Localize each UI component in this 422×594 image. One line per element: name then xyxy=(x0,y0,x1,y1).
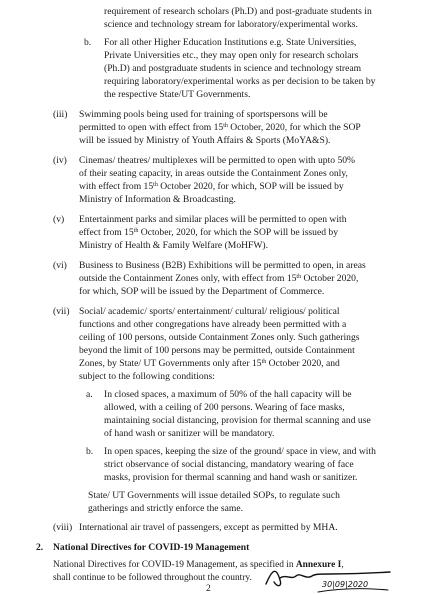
item-b-label: b. xyxy=(84,37,92,48)
item-vii-label: (vii) xyxy=(53,306,70,317)
item-vii-line-6: subject to the following conditions: xyxy=(79,371,215,382)
item-iii-label: (iii) xyxy=(53,109,68,120)
item-vi-line-1: Business to Business (B2B) Exhibitions will be permitted to open, in areas xyxy=(79,260,366,271)
item-vii-closing-line-2: gatherings and strictly enforce the same. xyxy=(88,503,244,514)
item-iii-line-1: Swimming pools being used for training of sportspersons will be xyxy=(79,109,328,120)
item-vii-line-2: functions and other congregations have already been permitted with a xyxy=(79,319,347,330)
item-iv-label: (iv) xyxy=(53,155,67,166)
item-b-line-2: Private Universities etc., they may open only for research scholars xyxy=(104,50,359,61)
item-v-label: (v) xyxy=(53,214,65,225)
item-iii-line-3: will be issued by Ministry of Youth Affairs & Sports (MoYA&S). xyxy=(79,135,331,146)
section-2-number: 2. xyxy=(36,542,44,553)
signature-mark xyxy=(262,560,392,594)
signature-date: 30|09|2020 xyxy=(322,580,369,589)
item-vii-a-line-2: allowed, with a ceiling of 200 persons. Wearing of face masks, xyxy=(104,402,345,413)
item-v-line-2: effect from 15th October, 2020, for which the SOP will be issued by xyxy=(79,227,339,238)
item-vii-closing-line-1: State/ UT Governments will issue detailed SOPs, to regulate such xyxy=(88,490,340,501)
section-2-line-2: shall continue to be followed throughout the country. xyxy=(53,573,252,583)
item-vii-line-5: Zones, by State/ UT Governments only after 15th October 2020, and xyxy=(79,358,340,369)
item-viii-label: (viii) xyxy=(53,522,73,533)
item-viii-text: International air travel of passengers, except as permitted by MHA. xyxy=(79,522,338,533)
item-b-line-5: the respective State/UT Governments. xyxy=(104,89,251,100)
item-a-continued-line-1: requirement of research scholars (Ph.D) and post-graduate students in xyxy=(104,6,372,17)
item-vii-line-3: ceiling of 100 persons, outside Containment Zones only. Such gatherings xyxy=(79,332,360,343)
item-vii-line-4: beyond the limit of 100 persons may be permitted, outside Containment xyxy=(79,345,355,356)
item-vi-line-2: outside the Containment Zones only, with effect from 15th October 2020, xyxy=(79,273,359,284)
item-vi-label: (vi) xyxy=(53,260,67,271)
item-b-line-3: (Ph.D) and postgraduate students in science and technology stream xyxy=(104,63,362,74)
item-vii-a-line-1: In closed spaces, a maximum of 50% of the hall capacity will be xyxy=(104,389,352,400)
item-v-line-1: Entertainment parks and similar places will be permitted to open with xyxy=(79,214,347,225)
item-a-continued-line-2: science and technology stream for laboratory/experimental works. xyxy=(104,19,358,30)
item-v-line-3: Ministry of Health & Family Welfare (MoHFW). xyxy=(79,240,269,251)
item-vii-a-line-4: of hand wash or sanitizer will be mandatory. xyxy=(104,428,275,439)
item-vii-b-line-3: masks, provision for thermal scanning and hand wash or sanitizer. xyxy=(104,472,358,483)
item-b-line-4: requiring laboratory/experimental works as per decision to be taken by xyxy=(104,76,376,87)
item-b-line-1: For all other Higher Education Institutions e.g. State Universities, xyxy=(104,37,357,48)
item-vii-b-label: b. xyxy=(86,446,94,457)
item-vii-a-label: a. xyxy=(86,389,93,400)
item-iv-line-2: of their seating capacity, in areas outside the Containment Zones only, xyxy=(79,168,348,179)
item-vii-a-line-3: maintaining social distancing, provision for thermal scanning and use xyxy=(104,415,371,426)
page-number: 2 xyxy=(206,583,211,594)
item-iii-line-2: permitted to open with effect from 15th October, 2020, for which the SOP xyxy=(79,122,361,133)
item-iv-line-1: Cinemas/ theatres/ multiplexes will be permitted to open with upto 50% xyxy=(79,155,356,166)
item-iv-line-3: with effect from 15th October 2020, for which, SOP will be issued by xyxy=(79,181,344,192)
item-vi-line-3: for which, SOP will be issued by the Department of Commerce. xyxy=(79,286,325,297)
item-iv-line-4: Ministry of Information & Broadcasting. xyxy=(79,194,236,205)
item-vii-b-line-1: In open spaces, keeping the size of the ground/ space in view, and with xyxy=(104,446,376,457)
section-2-heading: National Directives for COVID-19 Management xyxy=(53,542,250,553)
section-2-line-1: National Directives for COVID-19 Management, as specified in Annexure I, xyxy=(53,560,344,570)
item-vii-b-line-2: strict observance of social distancing, mandatory wearing of face xyxy=(104,459,354,470)
item-vii-line-1: Social/ academic/ sports/ entertainment/ cultural/ religious/ political xyxy=(79,306,340,317)
